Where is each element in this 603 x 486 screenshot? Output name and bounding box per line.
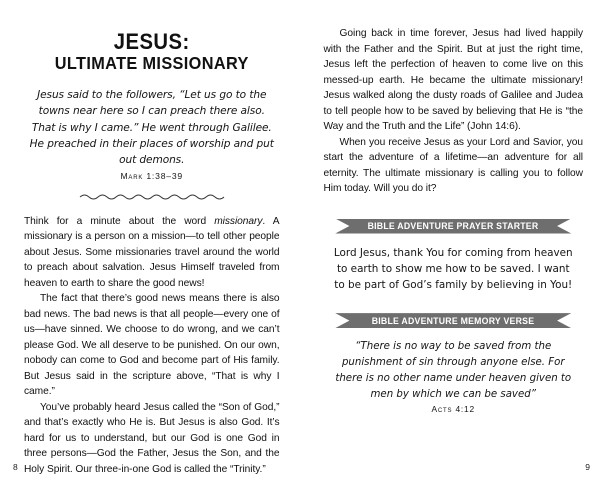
right-body-copy: [324, 26, 584, 197]
emphasized-word: missionary: [214, 215, 263, 227]
memory-verse-banner-label: BIBLE ADVENTURE MEMORY VERSE: [371, 315, 535, 326]
prayer-starter-text: Lord Jesus, thank You for coming from heaven to earth to show me how to be saved. I want to be part of God’s family by believing in You!: [333, 246, 573, 291]
paragraph: Going back in time forever, Jesus had lived happily with the Father and the Spirit. But at just the right time, Jesus left the perfection of heaven to come live on this messed-up earth. He became the ultimate missionary! Jesus walked along the dusty roads of Galilee and Judea to tell people how to be saved by believing that He is “the Way and the Truth and the Life” (John 14:6).: [323, 28, 583, 132]
prayer-starter-banner: [335, 219, 571, 234]
prayer-starter-section: [324, 219, 584, 294]
wavy-divider-icon: [78, 192, 226, 202]
left-body-copy: [24, 214, 280, 478]
title-line-secondary: ULTIMATE MISSIONARY: [54, 53, 249, 74]
prayer-starter-banner-label: BIBLE ADVENTURE PRAYER STARTER: [367, 221, 539, 231]
scripture-epigraph-reference: Mark 1:38–39: [120, 170, 184, 181]
page-number-left: 8: [13, 462, 18, 472]
memory-verse-text: “There is no way to be saved from the punishment of sin through anyone else. For there is no other name under heaven given to men by which we can be saved”: [335, 341, 572, 400]
paragraph: You’ve probably heard Jesus called the “Son of God,” and that’s exactly who He is. But Jesus is also God. It’s hard for us to understand, but our God is one God in three persons—God the Father, Jesus the Son, and the Holy Spirit. Our three-in-one God is called the “Trinity.”: [24, 401, 280, 475]
memory-verse-banner: [335, 313, 571, 328]
memory-verse-section: [324, 313, 584, 414]
title-line-primary: JESUS:: [113, 29, 190, 54]
page-title: [24, 30, 280, 73]
scripture-epigraph: Jesus said to the followers, “Let us go to the towns near here so I can preach there also. That is why I came.” He went through Galilee. He preached in their places of worship and put out demons.: [29, 89, 274, 166]
paragraph: When you receive Jesus as your Lord and Savior, you start the adventure of a lifetime—an adventure for all eternity. The ultimate missionary is calling you to follow Him today. Will you do it?: [323, 136, 583, 194]
paragraph: The fact that there’s good news means there is also bad news. The bad news is that all people—every one of us—have sinned. We choose to do wrong, and we can’t please God. We all deserve to be punished. On our own, nobody can come to God and become part of His family. But Jesus said in the scripture above, “That is why I came.”: [24, 293, 280, 398]
paragraph: Think for a minute about the word missionary. A missionary is a person on a mission—to tell other people about Jesus. Some missionaries travel around the world to preach about salvation. Jesus Himself traveled from heaven to earth to share the good news!: [24, 215, 280, 289]
right-page: [302, 0, 603, 486]
page-number-right: 9: [585, 462, 590, 472]
memory-verse-reference: Acts 4:12: [431, 404, 475, 415]
